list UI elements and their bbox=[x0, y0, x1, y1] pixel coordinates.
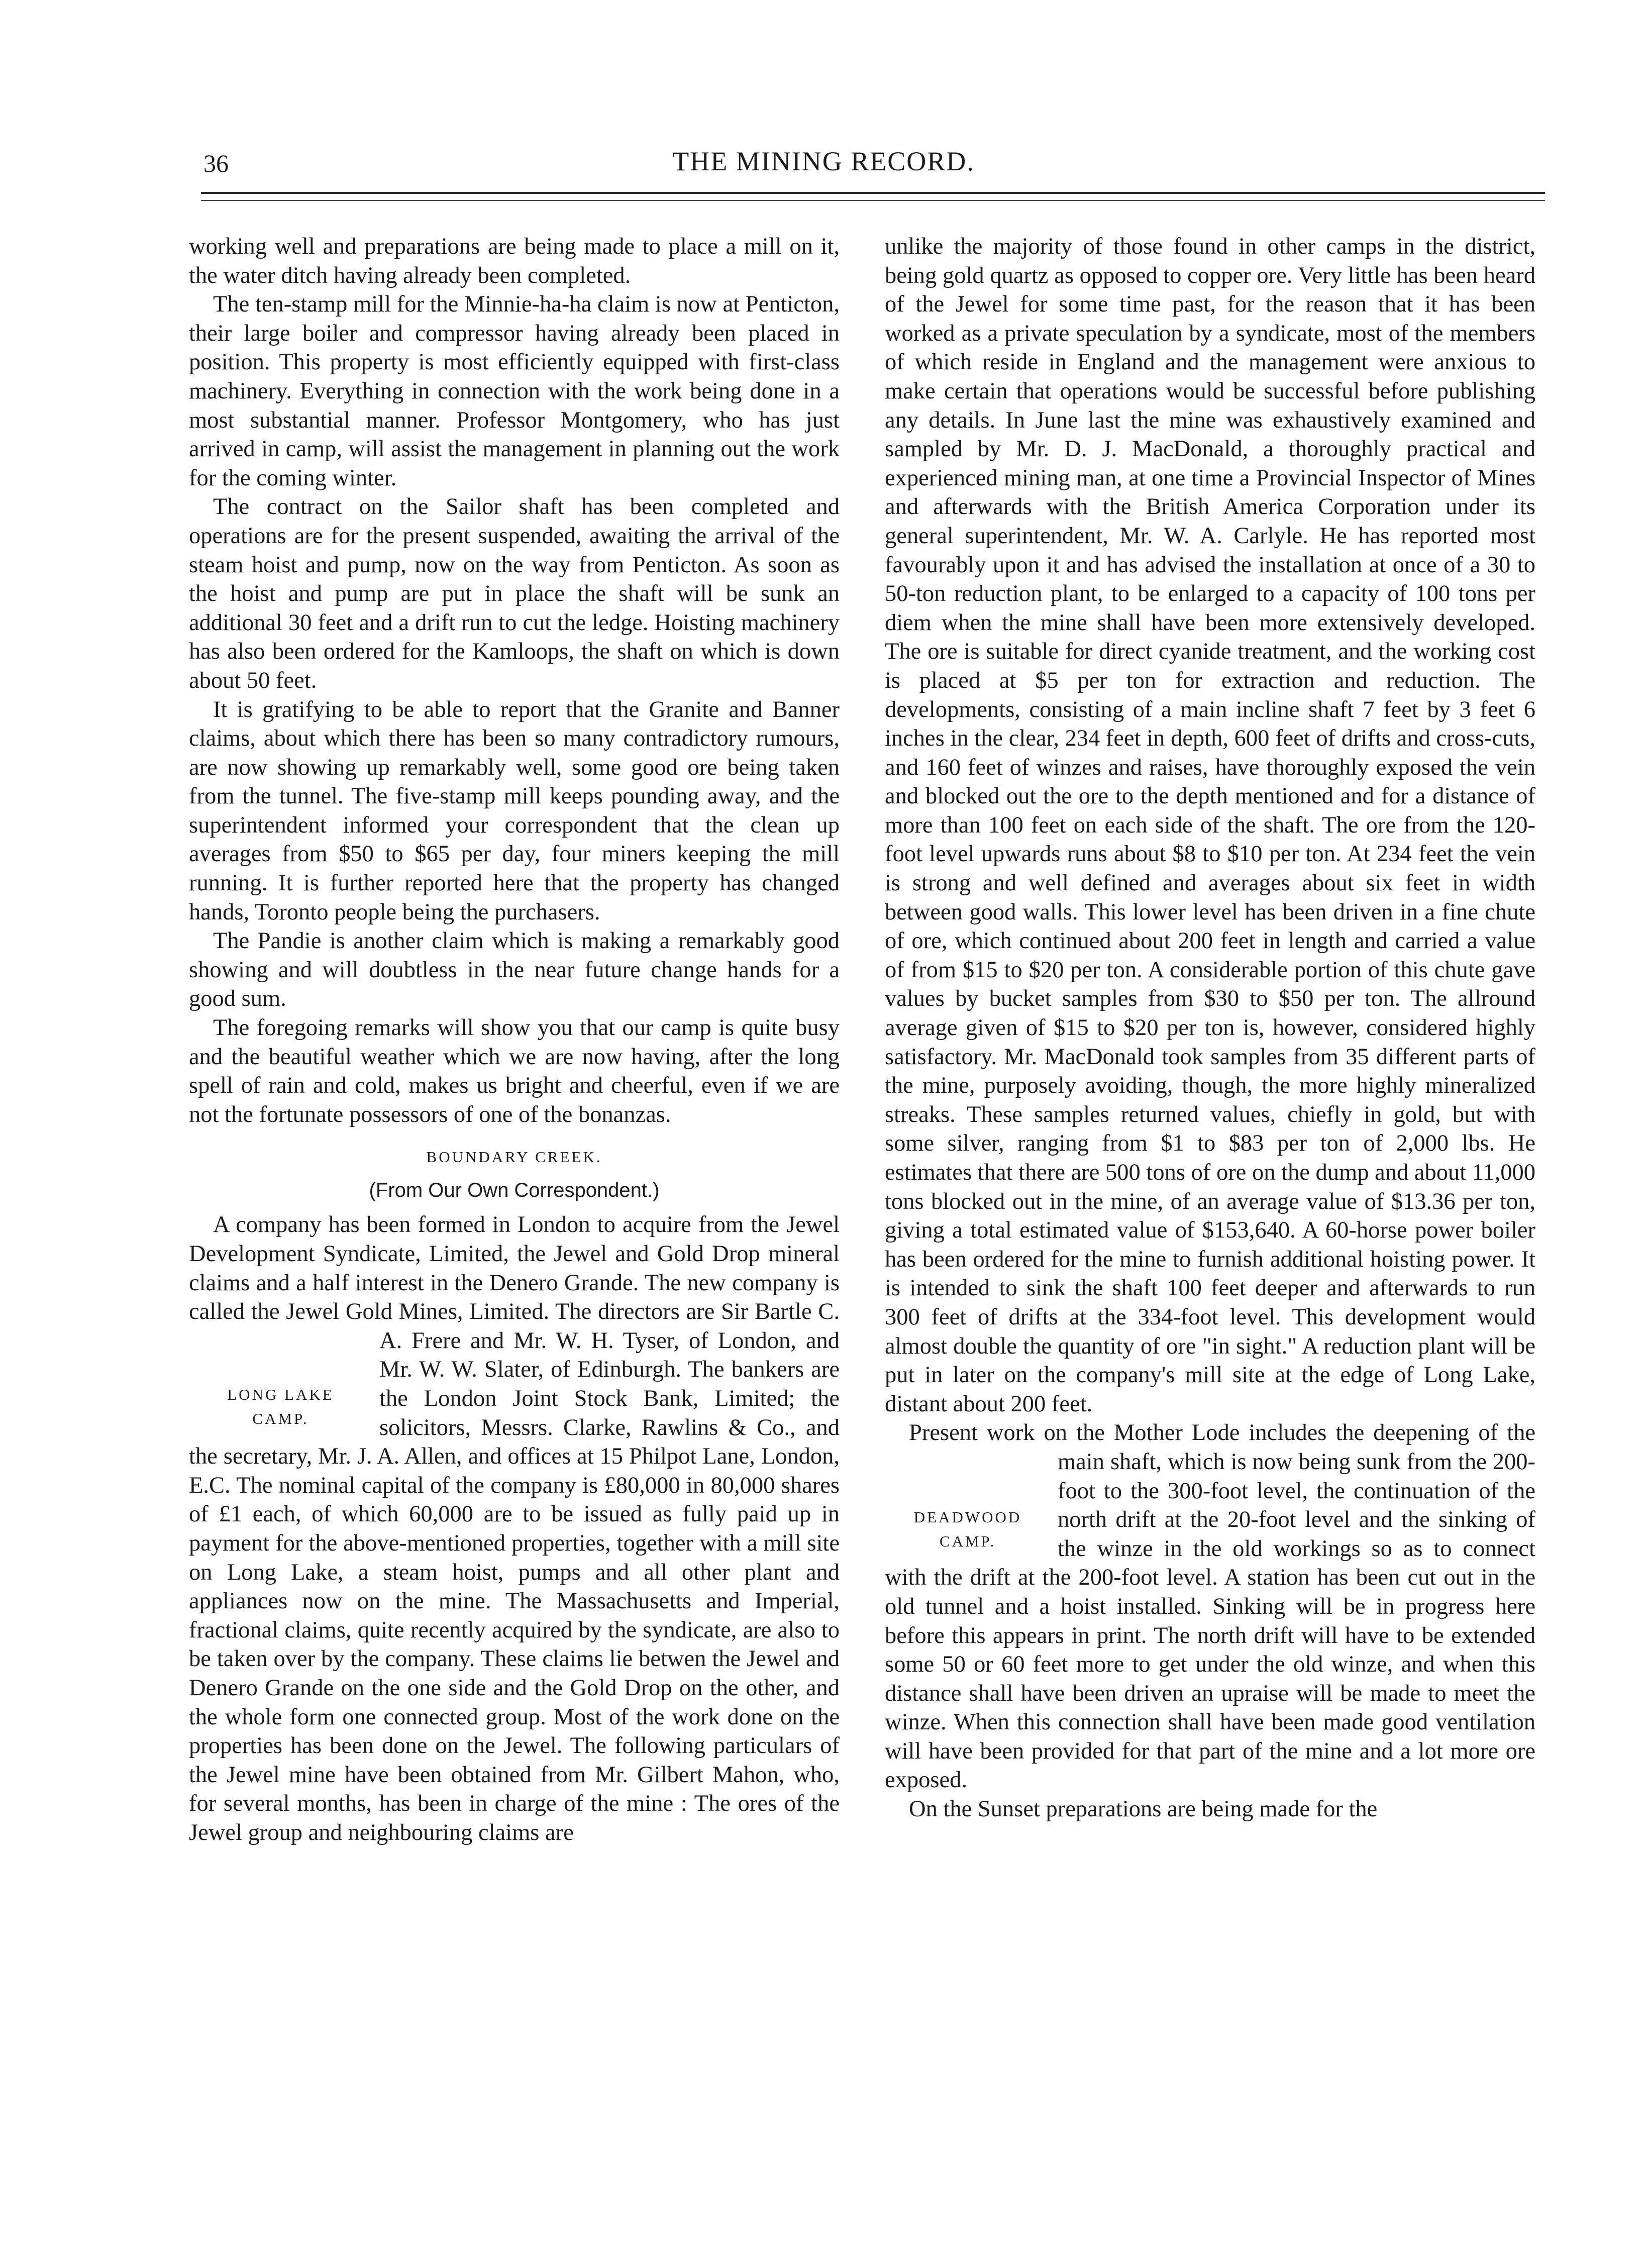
paragraph: A company has been formed in London to acquire from the Jewel Development Syndicate, Limited, the Jewel and Gold Drop mineral claims and a half interest in the Denero Grande. The new company is called the Jewel Gold Mines, Limited. The directors are Sir Bartle C. A. Frere and Mr. W. H. Tyser, of London, and Mr. W. W. Slater, of Edinburgh. The bankers are the London Joint Stock Bank, Limited; the solicitors, Messrs. Clarke, Rawlins & Co., and the secretary, Mr. J. A. Allen, and offices at 15 Philpot Lane, London, E.C. The nominal capital of the company is £80,000 in 80,000 shares of £1 each, of which 60,000 are to be issued as fully paid up in payment for the above-mentioned properties, together with a mill site on Long Lake, a steam hoist, pumps and all other plant and appliances now on the mine. The Massachusetts and Imperial, fractional claims, quite recently acquired by the syndicate, are also to be taken over by the company. These claims lie betwen the Jewel and Denero Grande on the one side and the Gold Drop on the other, and the whole form one connected group. Most of the work done on the properties has been done on the Jewel. The following particulars of the Jewel mine have been obtained from Mr. Gilbert Mahon, who, for several months, has been in charge of the mine : The ores of the Jewel group and neighbouring claims are bbox=[189, 1212, 840, 1845]
paragraph: On the Sunset preparations are being made for the bbox=[909, 1796, 1378, 1822]
paragraph: The contract on the Sailor shaft has been completed and operations are for the present suspended, awaiting the arrival of the steam hoist and pump, now on the way from Penticton. As soon as the hoist and pump are put in place the shaft will be sunk an additional 30 feet and a drift run to cut the ledge. Hoisting machinery has also been ordered for the Kamloops, the shaft on which is down about 50 feet. bbox=[189, 494, 840, 693]
left-column bbox=[189, 232, 840, 1847]
side-heading-line: CAMP. bbox=[939, 1532, 996, 1551]
page-number: 36 bbox=[203, 149, 229, 177]
side-heading-line: CAMP. bbox=[252, 1410, 309, 1428]
paragraph: The foregoing remarks will show you that our camp is quite busy and the beautiful weather which we are now having, after the long spell of rain and cold, makes us bright and cheerful, even if we are not the fortunate possessors of one of the bonanzas. bbox=[189, 1015, 840, 1127]
paragraph: unlike the majority of those found in other camps in the district, being gold quartz as opposed to copper ore. Very little has been heard of the Jewel for some time past, for the reason that it has been worked as a private speculation by a syndicate, most of the members of which reside in England and the management were anxious to make certain that operations would be successful before publishing any details. In June last the mine was exhaustively examined and sampled by Mr. D. J. MacDonald, a thoroughly practical and experienced mining man, at one time a Provincial Inspector of Mines and afterwards with the British America Corporation under its general superintendent, Mr. W. A. Carlyle. He has reported most favourably upon it and has advised the installation at once of a 30 to 50-ton reduction plant, to be enlarged to a capacity of 100 tons per diem when the mine shall have been more extensively developed. The ore is suitable for direct cyanide treatment, and the working cost is placed at $5 per ton for extraction and reduction. The developments, consisting of a main incline shaft 7 feet by 3 feet 6 inches in the clear, 234 feet in depth, 600 feet of drifts and cross-cuts, and 160 feet of winzes and raises, have thoroughly exposed the vein and blocked out the ore to the depth mentioned and for a distance of more than 100 feet on each side of the shaft. The ore from the 120-foot level upwards runs about $8 to $10 per ton. At 234 feet the vein is strong and well defined and averages about six feet in width between good walls. This lower level has been driven in a fine chute of ore, which continued about 200 feet in length and carried a value of from $15 to $20 per ton. A considerable portion of this chute gave values by bucket samples from $30 to $50 per ton. The allround average given of $15 to $20 per ton is, however, considered highly satisfactory. Mr. MacDonald took samples from 35 different parts of the mine, purposely avoiding, though, the more highly mineralized streaks. These samples returned values, chiefly in gold, but with some silver, ranging from $1 to $83 per ton of 2,000 lbs. He estimates that there are 500 tons of ore on the dump and about 11,000 tons blocked out in the mine, of an average value of $13.36 per ton, giving a total estimated value of $153,640. A 60-horse power boiler has been ordered for the mine to furnish additional hoisting power. It is intended to sink the shaft 100 feet deeper and afterwards to run 300 feet of drifts at the 334-foot level. This development would almost double the quantity of ore "in sight." A reduction plant will be put in later on the company's mill site at the edge of Long Lake, distant about 200 feet. bbox=[885, 234, 1535, 1417]
section-subheading: (From Our Own Correspondent.) bbox=[369, 1179, 660, 1202]
side-heading-line: DEADWOOD bbox=[913, 1508, 1022, 1526]
header-rule-thin bbox=[201, 200, 1545, 201]
side-heading-line: LONG LAKE bbox=[227, 1386, 334, 1404]
header-rule-thick bbox=[201, 192, 1545, 194]
paragraph: The Pandie is another claim which is making a remarkably good showing and will doubtless in the near future change hands for a good sum. bbox=[189, 928, 840, 1012]
side-heading-long-lake bbox=[189, 1383, 372, 1431]
section-heading: BOUNDARY CREEK. bbox=[426, 1148, 602, 1166]
running-head-title: THE MINING RECORD. bbox=[672, 146, 975, 176]
paragraph: Present work on the Mother Lode includes the deepening of the main shaft, which is now being sunk from the 200-foot to the 300-foot level, the continuation of the north drift at the 20-foot level and the sinking of the winze in the old workings so as to connect with the drift at the 200-foot level. A station has been cut out in the old tunnel and a hoist installed. Sinking will be in progress here before this appears in print. The north drift will have to be extended some 50 or 60 feet more to get under the old winze, and when this distance shall have been driven an upraise will be made to meet the winze. When this connection shall have been made good ventilation will have been provided for that part of the mine and a lot more ore exposed. bbox=[885, 1420, 1535, 1793]
right-column bbox=[885, 232, 1535, 1824]
side-heading-deadwood bbox=[885, 1505, 1051, 1554]
paragraph: It is gratifying to be able to report that the Granite and Banner claims, about which there has been so many contradictory rumours, are now showing up remarkably well, some good ore being taken from the tunnel. The five-stamp mill keeps pounding away, and the superintendent informed your correspondent that the clean up averages from $50 to $65 per day, four miners keeping the mill running. It is further reported here that the property has changed hands, Toronto people being the purchasers. bbox=[189, 696, 840, 925]
paragraph: working well and preparations are being made to place a mill on it, the water ditch having already been completed. bbox=[189, 234, 840, 288]
paragraph: The ten-stamp mill for the Minnie-ha-ha claim is now at Penticton, their large boiler and compressor having already been placed in position. This property is most efficiently equipped with first-class machinery. Everything in connection with the work being done in a most substantial manner. Professor Montgomery, who has just arrived in camp, will assist the management in planning out the work for the coming winter. bbox=[189, 291, 840, 491]
